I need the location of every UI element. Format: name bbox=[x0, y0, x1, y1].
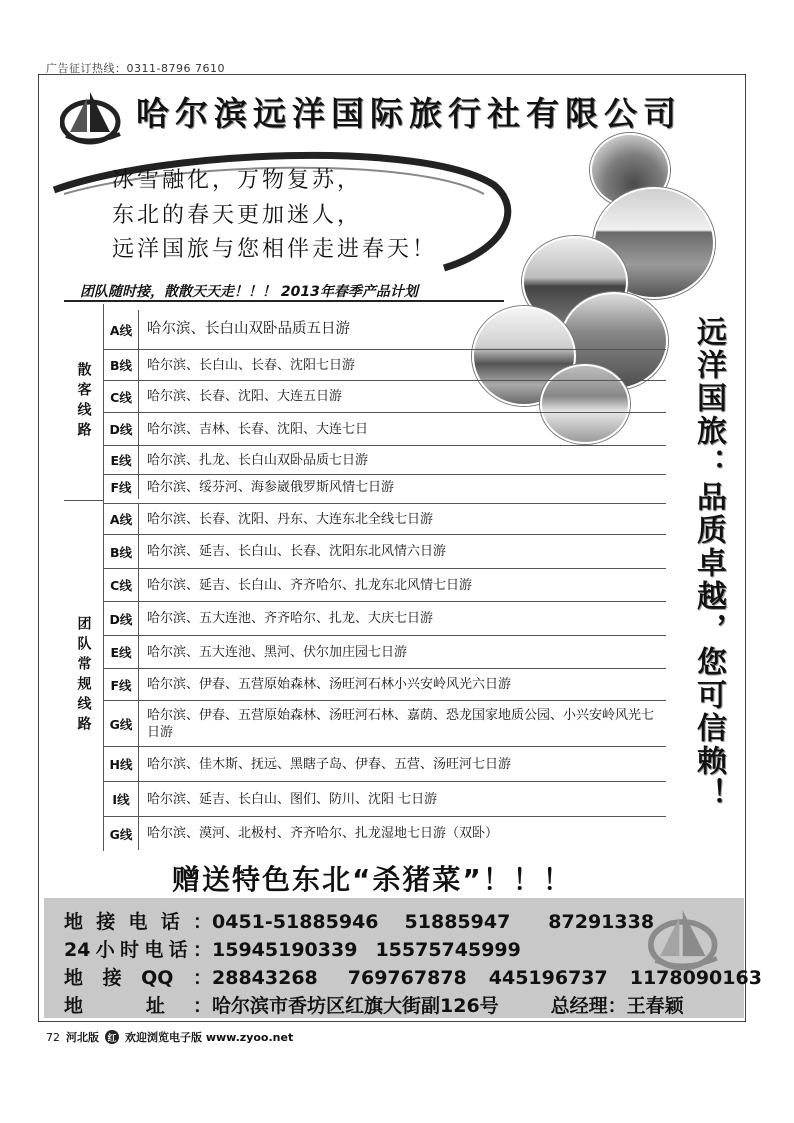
contact-24h-phone: 15575745999 bbox=[375, 939, 521, 961]
contact-phone: 0451-51885946 bbox=[212, 911, 379, 933]
route-row bbox=[104, 669, 666, 701]
route-text: 哈尔滨、延吉、长白山、齐齐哈尔、扎龙东北风情七日游 bbox=[147, 577, 473, 593]
contact-24h-line bbox=[64, 935, 521, 962]
route-text: 哈尔滨、五大连池、齐齐哈尔、扎龙、大庆七日游 bbox=[147, 611, 434, 626]
slogan-line-1: 冰雪融化，万物复苏， bbox=[112, 168, 363, 193]
route-row bbox=[104, 413, 666, 446]
route-row bbox=[104, 817, 666, 850]
route-text: 哈尔滨、吉林、长春、沈阳、大连七日 bbox=[147, 421, 369, 437]
route-text: 哈尔滨、伊春、五营原始森林、汤旺河石林、嘉荫、恐龙国家地质公园、小兴安岭风光七日游 bbox=[147, 707, 655, 740]
slogan-line-2: 东北的春天更加迷人， bbox=[112, 203, 363, 228]
category-divider bbox=[64, 500, 104, 501]
route-row bbox=[104, 446, 666, 475]
route-text: 哈尔滨、五大连池、黑河、伏尔加庄园七日游 bbox=[147, 644, 408, 660]
route-code: B线 bbox=[104, 535, 139, 568]
plan-underline bbox=[64, 300, 504, 302]
route-code: G线 bbox=[104, 817, 139, 850]
edition-label: 河北版 bbox=[66, 1031, 99, 1044]
contact-address-line bbox=[64, 991, 684, 1018]
route-code: G线 bbox=[104, 701, 139, 746]
page-number: 72 bbox=[46, 1030, 60, 1044]
brand-badge-icon: 红 bbox=[105, 1030, 119, 1044]
sailboat-logo-icon bbox=[60, 88, 124, 146]
contact-qq-label: 地接QQ： bbox=[64, 967, 212, 989]
contact-qq: 445196737 bbox=[488, 967, 608, 989]
footer-website-link[interactable]: 欢迎浏览电子版 www.zyoo.net bbox=[125, 1031, 294, 1044]
contact-qq: 1178090163 bbox=[629, 967, 762, 989]
gift-banner: 赠送特色东北“杀猪菜”！！！ bbox=[172, 863, 573, 896]
contact-phone: 87291338 bbox=[548, 911, 655, 933]
route-text: 哈尔滨、佳木斯、抚远、黑瞎子岛、伊春、五营、汤旺河七日游 bbox=[147, 756, 512, 772]
route-text: 哈尔滨、扎龙、长白山双卧品质七日游 bbox=[147, 452, 369, 468]
route-code: D线 bbox=[104, 602, 139, 635]
route-text: 哈尔滨、绥芬河、海参崴俄罗斯风情七日游 bbox=[147, 479, 395, 495]
route-code: I线 bbox=[104, 782, 139, 816]
route-row bbox=[104, 535, 666, 569]
route-code: D线 bbox=[104, 413, 139, 445]
route-code: A线 bbox=[104, 504, 139, 534]
contact-qq: 28843268 bbox=[212, 967, 318, 989]
route-row bbox=[104, 782, 666, 817]
route-text: 哈尔滨、长白山、长春、沈阳七日游 bbox=[147, 357, 356, 373]
contact-address-label: 地 址： bbox=[64, 995, 212, 1017]
route-text: 哈尔滨、伊春、五营原始森林、汤旺河石林小兴安岭风光六日游 bbox=[147, 677, 512, 692]
route-code: E线 bbox=[104, 636, 139, 668]
company-name: 哈尔滨远洋国际旅行社有限公司 bbox=[136, 94, 682, 133]
ad-hotline: 广告征订热线：0311-8796 7610 bbox=[46, 62, 225, 75]
category-group-label: 团队常规线路 bbox=[75, 615, 92, 736]
route-text: 哈尔滨、长春、沈阳、大连五日游 bbox=[147, 389, 343, 404]
route-code: C线 bbox=[104, 381, 139, 412]
category-scatter-label: 散客线路 bbox=[75, 362, 92, 442]
contact-phone: 51885947 bbox=[404, 911, 511, 933]
route-code: H线 bbox=[104, 747, 139, 781]
vertical-slogan: 远洋国旅：品质卓越，您可信赖！ bbox=[691, 316, 726, 811]
contact-manager: 总经理：王春颖 bbox=[550, 995, 684, 1017]
route-text: 哈尔滨、漠河、北极村、齐齐哈尔、扎龙湿地七日游（双卧） bbox=[147, 826, 499, 841]
page-footer bbox=[46, 1029, 293, 1045]
route-code: E线 bbox=[104, 446, 139, 474]
route-code: F线 bbox=[104, 475, 139, 499]
route-text: 哈尔滨、长春、沈阳、丹东、大连东北全线七日游 bbox=[147, 511, 434, 527]
route-row bbox=[104, 636, 666, 669]
contact-address: 哈尔滨市香坊区红旗大街副126号 bbox=[212, 995, 499, 1017]
route-code: B线 bbox=[104, 350, 139, 380]
route-row bbox=[104, 310, 666, 350]
product-plan-title: 团队随时接，散散天天走！！！ 2013年春季产品计划 bbox=[80, 284, 418, 300]
route-code: C线 bbox=[104, 569, 139, 601]
contact-24h-phone: 15945190339 bbox=[212, 939, 358, 961]
contact-phone-label: 地接电话： bbox=[64, 911, 212, 933]
group-route-list bbox=[104, 503, 666, 850]
slogan-line-3: 远洋国旅与您相伴走进春天！ bbox=[112, 237, 438, 262]
contact-24h-label: 24小时电话： bbox=[64, 939, 212, 961]
contact-phone-line bbox=[64, 907, 654, 934]
scatter-route-list bbox=[104, 310, 666, 499]
route-row bbox=[104, 569, 666, 602]
route-row bbox=[104, 350, 666, 381]
sailboat-logo-icon bbox=[648, 906, 722, 972]
category-group bbox=[64, 500, 104, 851]
route-row bbox=[104, 503, 666, 535]
route-row bbox=[104, 747, 666, 782]
contact-qq: 769767878 bbox=[347, 967, 467, 989]
route-row bbox=[104, 475, 666, 499]
route-text: 哈尔滨、延吉、长白山、图们、防川、沈阳 七日游 bbox=[147, 791, 438, 807]
route-row bbox=[104, 602, 666, 636]
route-text: 哈尔滨、长白山双卧品质五日游 bbox=[147, 321, 350, 337]
route-row bbox=[104, 701, 666, 747]
route-code: F线 bbox=[104, 669, 139, 700]
route-text: 哈尔滨、延吉、长白山、长春、沈阳东北风情六日游 bbox=[147, 544, 447, 559]
route-row bbox=[104, 381, 666, 413]
category-scatter bbox=[64, 304, 104, 500]
route-code: A线 bbox=[104, 310, 139, 349]
